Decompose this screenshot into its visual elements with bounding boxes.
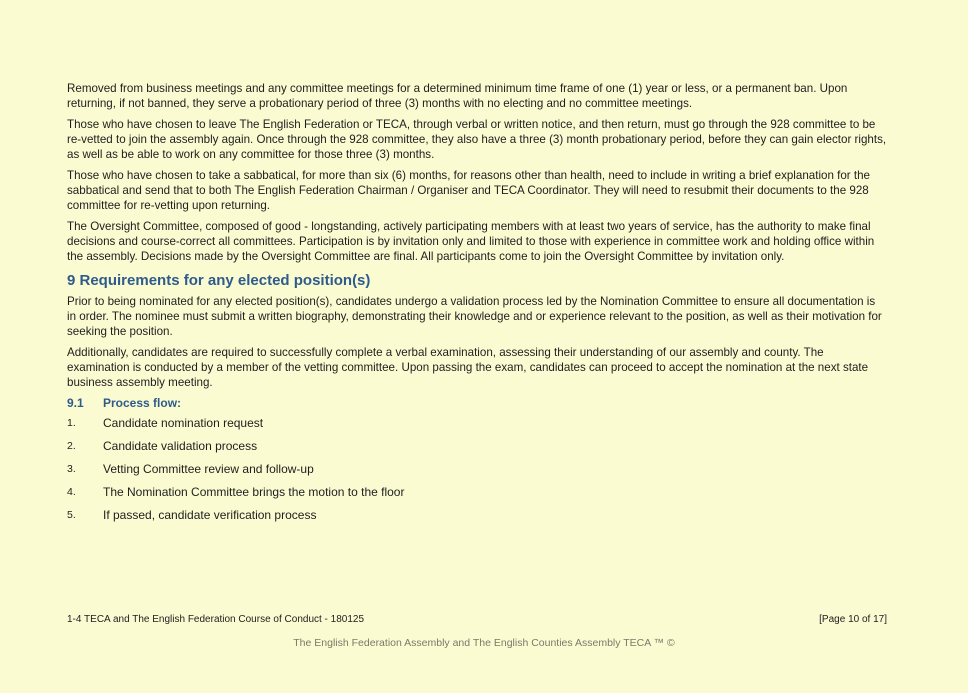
footer-page-number: [Page 10 of 17] <box>819 614 887 625</box>
list-text: The Nomination Committee brings the motion to the floor <box>103 485 405 499</box>
paragraph: Prior to being nominated for any elected position(s), candidates undergo a validation process led by the Nomination Committee to ensure all documentation is in order. The nominee must submit a written biography, demonstrating their knowledge and or experience relevant to the position, as well as their motivation for seeking the position. <box>67 295 882 338</box>
list-text: Candidate validation process <box>103 439 258 453</box>
document-body <box>67 81 887 531</box>
subsection-heading <box>67 396 887 410</box>
list-number: 4. <box>67 486 76 498</box>
paragraph: Those who have chosen to leave The English Federation or TECA, through verbal or written notice, and then return, must go through the 928 committee to be re-vetted to join the assembly again. Once through the 928 committee, they also have a three (3) month probationary period, before they can gain elector rights, as well as be able to work on any committee for those three (3) months. <box>67 118 887 161</box>
paragraph: Removed from business meetings and any committee meetings for a determined minimum time frame of one (1) year or less, or a permanent ban. Upon returning, if not banned, they serve a probationary period of three (3) months with no electing and no committee meetings. <box>67 82 848 110</box>
list-item <box>67 485 887 500</box>
subsection-title: Process flow: <box>103 396 182 410</box>
list-number: 1. <box>67 417 76 429</box>
paragraph: Additionally, candidates are required to successfully complete a verbal examination, assessing their understanding of our assembly and county. The examination is conducted by a member of the vetting committee. Upon passing the exam, candidates can proceed to accept the nomination at the next state business assembly meeting. <box>67 346 869 389</box>
list-item <box>67 462 887 477</box>
process-list <box>67 416 887 523</box>
paragraph: Those who have chosen to take a sabbatical, for more than six (6) months, for reasons other than health, need to include in writing a brief explanation for the sabbatical and send that to both The English Federation Chairman / Organiser and TECA Coordinator. They will need to resubmit their documents to the 928 committee for re-vetting upon returning. <box>67 169 871 212</box>
subsection-number: 9.1 <box>67 396 84 410</box>
list-item <box>67 416 887 431</box>
list-item <box>67 508 887 523</box>
list-number: 5. <box>67 509 76 521</box>
list-text: Candidate nomination request <box>103 416 264 430</box>
page-footer <box>67 614 887 625</box>
list-text: If passed, candidate verification process <box>103 508 317 522</box>
list-number: 2. <box>67 440 76 452</box>
list-text: Vetting Committee review and follow-up <box>103 462 314 476</box>
list-number: 3. <box>67 463 76 475</box>
section-heading: 9 Requirements for any elected position(s) <box>67 272 371 289</box>
footer-organization: The English Federation Assembly and The English Counties Assembly TECA ™ © <box>293 637 675 649</box>
list-item <box>67 439 887 454</box>
footer-document-title: 1-4 TECA and The English Federation Course of Conduct - 180125 <box>67 614 365 625</box>
paragraph: The Oversight Committee, composed of good - longstanding, actively participating members with at least two years of service, has the authority to make final decisions and course-correct all committees. Participation is by invitation only and limited to those with experience in committee work and holding office within the assembly. Decisions made by the Oversight Committee are final. All participants come to join the Oversight Committee by invitation only. <box>67 220 875 263</box>
